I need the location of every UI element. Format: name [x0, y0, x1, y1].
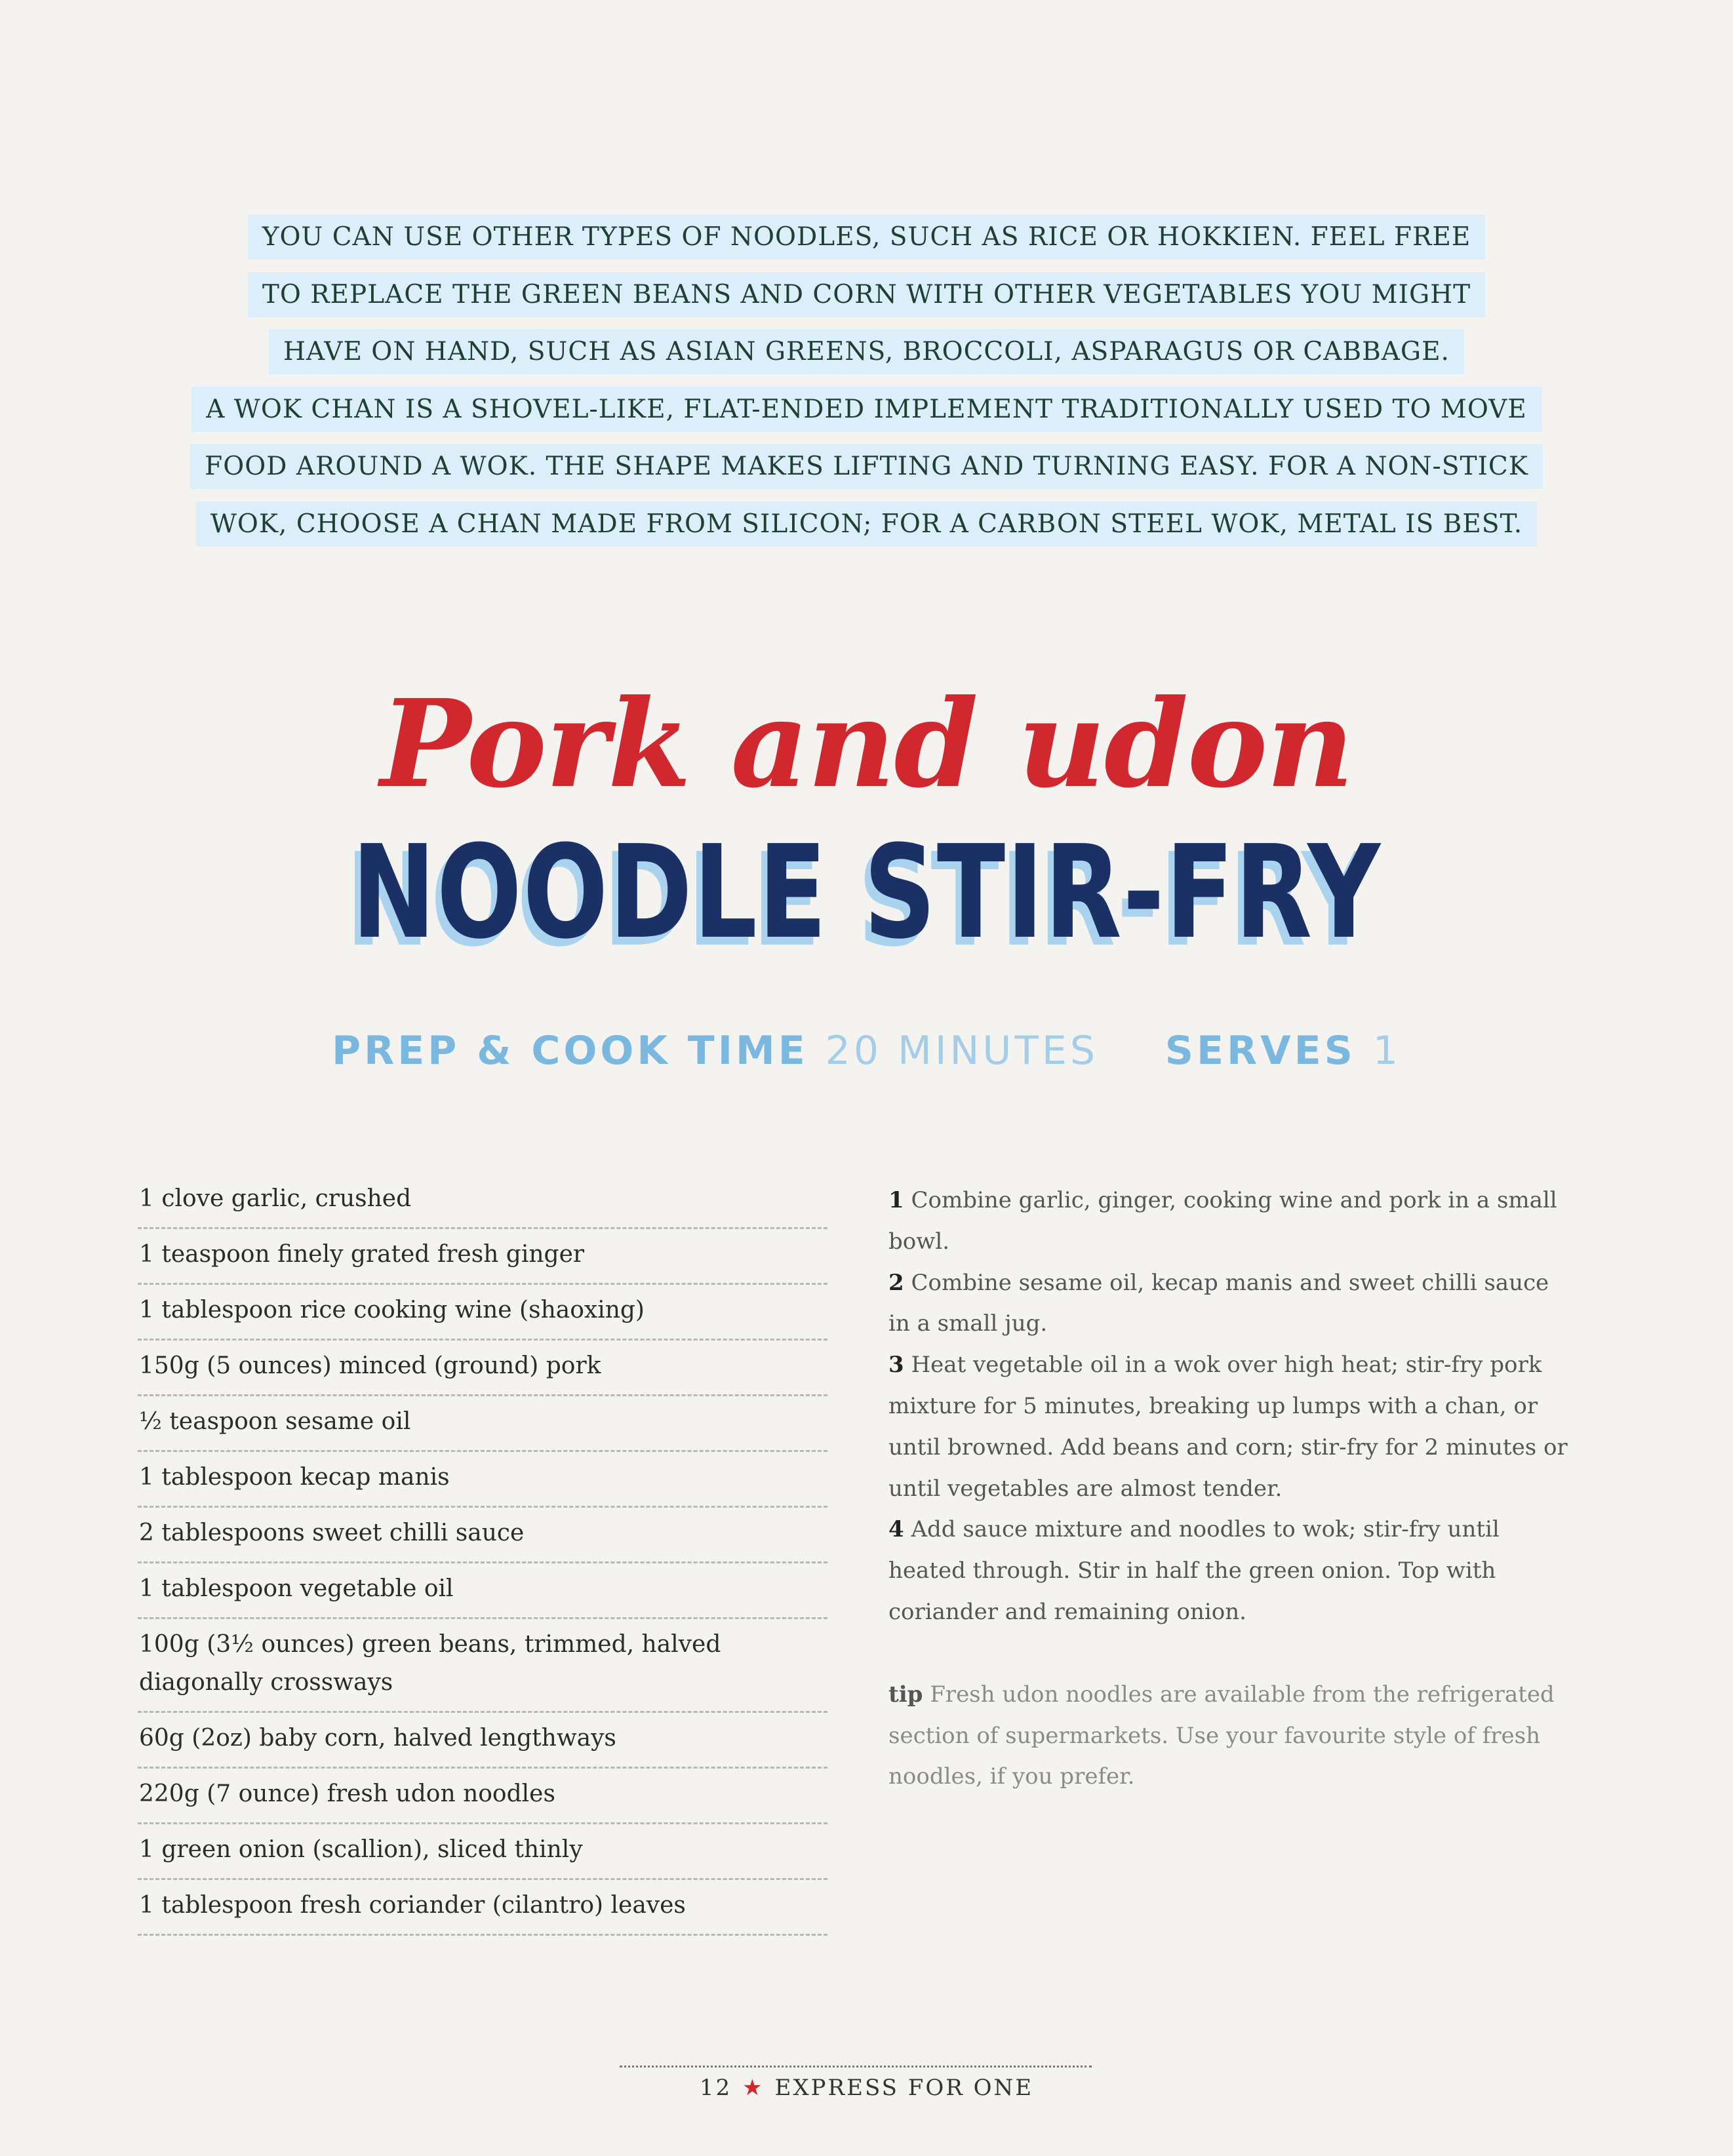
step-text: Combine garlic, ginger, cooking wine and pork in a small bowl. [888, 1187, 1557, 1255]
recipe-title-script: Pork and udon [380, 673, 1353, 815]
ingredient-item: 100g (3½ ounces) green beans, trimmed, halved diagonally crossways [138, 1619, 827, 1713]
method-step [888, 1180, 1577, 1263]
tip-text: Fresh udon noodles are available from the refrigerated section of supermarkets. Use your favourite style of fresh noodles, if you prefer. [888, 1681, 1555, 1790]
ingredient-item: 150g (5 ounces) minced (ground) pork [138, 1341, 827, 1396]
method-steps [888, 1180, 1577, 1797]
step-text: Combine sesame oil, kecap manis and sweet chilli sauce in a small jug. [888, 1269, 1549, 1337]
ingredient-item: 2 tablespoons sweet chilli sauce [138, 1508, 827, 1563]
recipe-meta [0, 1028, 1733, 1074]
step-number: 2 [888, 1269, 904, 1296]
ingredient-item: 1 green onion (scallion), sliced thinly [138, 1824, 827, 1880]
recipe-title-block: NOODLE STIR-FRY [351, 818, 1382, 968]
ingredient-item: 1 tablespoon rice cooking wine (shaoxing) [138, 1285, 827, 1341]
ingredient-item: 1 tablespoon vegetable oil [138, 1563, 827, 1619]
serves-label: SERVES [1165, 1028, 1356, 1074]
page-footer [0, 2075, 1733, 2101]
intro-note [164, 208, 1569, 553]
method-step [888, 1344, 1577, 1509]
step-number: 4 [888, 1516, 904, 1543]
intro-line: WOK, CHOOSE A CHAN MADE FROM SILICON; FOR A CARBON STEEL WOK, METAL IS BEST. [164, 496, 1569, 553]
method-step [888, 1263, 1577, 1345]
step-number: 3 [888, 1352, 904, 1379]
ingredient-item: 1 clove garlic, crushed [138, 1173, 827, 1229]
prep-label: PREP & COOK TIME [332, 1028, 808, 1074]
ingredient-item: 1 tablespoon kecap manis [138, 1452, 827, 1508]
ingredient-item: 1 tablespoon fresh coriander (cilantro) leaves [138, 1880, 827, 1936]
intro-line: YOU CAN USE OTHER TYPES OF NOODLES, SUCH AS RICE OR HOKKIEN. FEEL FREE [164, 208, 1569, 266]
intro-line: HAVE ON HAND, SUCH AS ASIAN GREENS, BROCCOLI, ASPARAGUS OR CABBAGE. [164, 323, 1569, 381]
star-icon: ★ [742, 2075, 765, 2101]
ingredients-list [138, 1173, 827, 1936]
step-text: Heat vegetable oil in a wok over high heat; stir-fry pork mixture for 5 minutes, breaking up lumps with a chan, or until browned. Add beans and corn; stir-fry for 2 minutes or until vegetables are almost tender. [888, 1352, 1568, 1502]
recipe-tip [888, 1674, 1577, 1797]
step-text: Add sauce mixture and noodles to wok; stir-fry until heated through. Stir in half the green onion. Top with coriander and remaining onion. [888, 1516, 1500, 1625]
page-number: 12 [699, 2075, 732, 2101]
intro-line: TO REPLACE THE GREEN BEANS AND CORN WITH OTHER VEGETABLES YOU MIGHT [164, 266, 1569, 324]
ingredient-item: 1 teaspoon finely grated fresh ginger [138, 1229, 827, 1285]
serves-value: 1 [1372, 1028, 1401, 1074]
step-number: 1 [888, 1187, 904, 1213]
tip-label: tip [888, 1681, 923, 1708]
ingredient-item: 220g (7 ounce) fresh udon noodles [138, 1769, 827, 1824]
intro-line: FOOD AROUND A WOK. THE SHAPE MAKES LIFTING AND TURNING EASY. FOR A NON-STICK [164, 438, 1569, 496]
method-step [888, 1509, 1577, 1632]
footer-divider [620, 2066, 1092, 2068]
prep-value: 20 MINUTES [825, 1028, 1098, 1074]
ingredient-item: ½ teaspoon sesame oil [138, 1396, 827, 1452]
ingredient-item: 60g (2oz) baby corn, halved lengthways [138, 1713, 827, 1769]
book-title: EXPRESS FOR ONE [774, 2075, 1034, 2101]
intro-line: A WOK CHAN IS A SHOVEL-LIKE, FLAT-ENDED IMPLEMENT TRADITIONALLY USED TO MOVE [164, 381, 1569, 439]
